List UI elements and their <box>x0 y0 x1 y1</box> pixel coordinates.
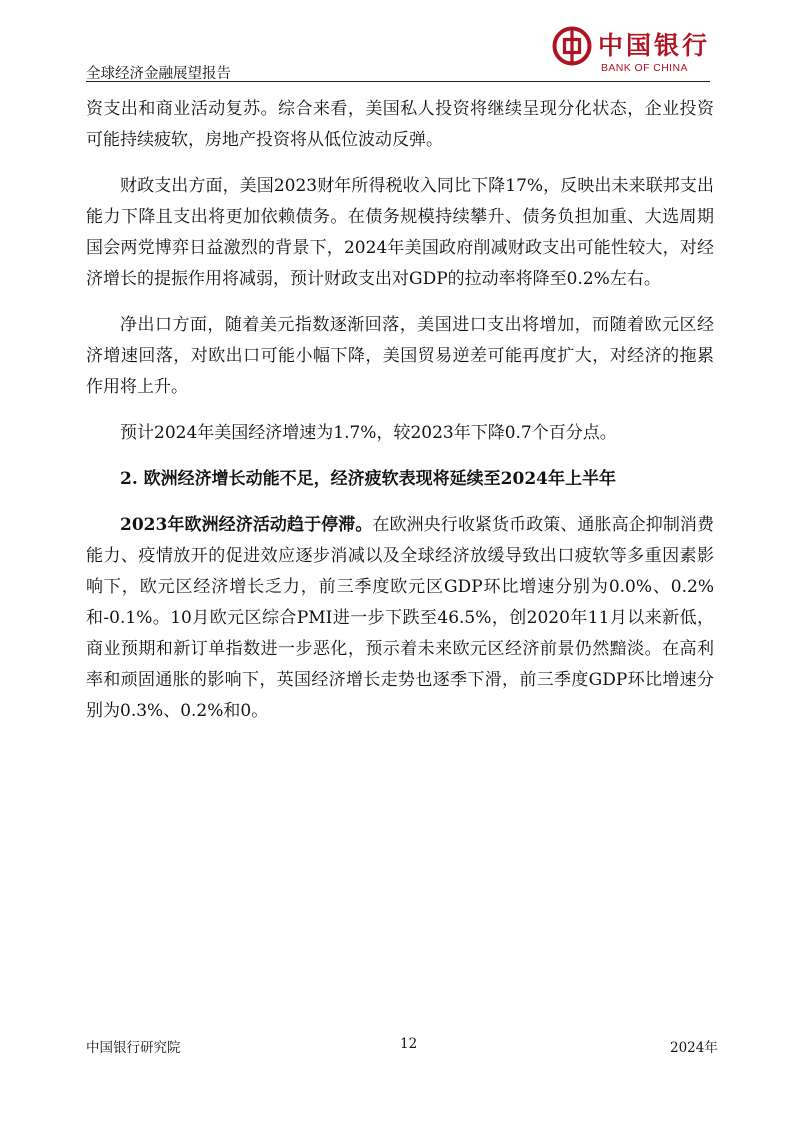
paragraph-europe-text: 在欧洲央行收紧货币政策、通胀高企抑制消费能力、疫情放开的促进效应逐步消减以及全球经济放缓导致出口疲软等多重因素影响下，欧元区经济增长乏力，前三季度欧元区GDP环比增速分别为0.0%、0.2%和-0.1%。10月欧元区综合PMI进一步下跌至46.5%，创2020年11月以来新低，商业预期和新订单指数进一步恶化，预示着未来欧元区经济前景仍然黯淡。在高利率和顽固通胀的影响下，英国经济增长走势也逐季下滑，前三季度GDP环比增速分别为0.3%、0.2%和0。 <box>86 515 714 721</box>
page-number: 12 <box>400 1036 418 1052</box>
paragraph-net-exports: 净出口方面，随着美元指数逐渐回落，美国进口支出将增加，而随着欧元区经济增速回落，对欧出口可能小幅下降，美国贸易逆差可能再度扩大，对经济的拖累作用将上升。 <box>86 315 714 397</box>
logo-chinese-name: 中国银行 <box>598 31 711 60</box>
bank-of-china-emblem-icon <box>552 26 592 66</box>
footer-year: 2024年 <box>670 1040 718 1056</box>
section-heading: 2. 欧洲经济增长动能不足，经济疲软表现将延续至2024年上半年 <box>120 469 616 489</box>
paragraph-investment: 资支出和商业活动复苏。综合来看，美国私人投资将继续呈现分化状态，企业投资可能持续疲软，房地产投资将从低位波动反弹。 <box>86 99 714 150</box>
logo-english-name: BANK OF CHINA <box>601 62 688 74</box>
page-body <box>86 94 714 727</box>
paragraph-forecast: 预计2024年美国经济增速为1.7%，较2023年下降0.7个百分点。 <box>120 423 617 443</box>
report-title: 全球经济金融展望报告 <box>86 66 231 82</box>
paragraph-europe-lead: 2023年欧洲经济活动趋于停滞。 <box>120 515 373 535</box>
paragraph-europe <box>86 510 714 727</box>
bank-logo <box>552 24 712 80</box>
footer-organization: 中国银行研究院 <box>86 1040 181 1056</box>
paragraph-fiscal: 财政支出方面，美国2023财年所得税收入同比下降17%，反映出未来联邦支出能力下降且支出将更加依赖债务。在债务规模持续攀升、债务负担加重、大选周期国会两党博弈日益激烈的背景下，2024年美国政府削减财政支出可能性较大，对经济增长的提振作用将减弱，预计财政支出对GDP的拉动率将降至0.2%左右。 <box>86 176 714 289</box>
header-divider <box>86 81 710 82</box>
